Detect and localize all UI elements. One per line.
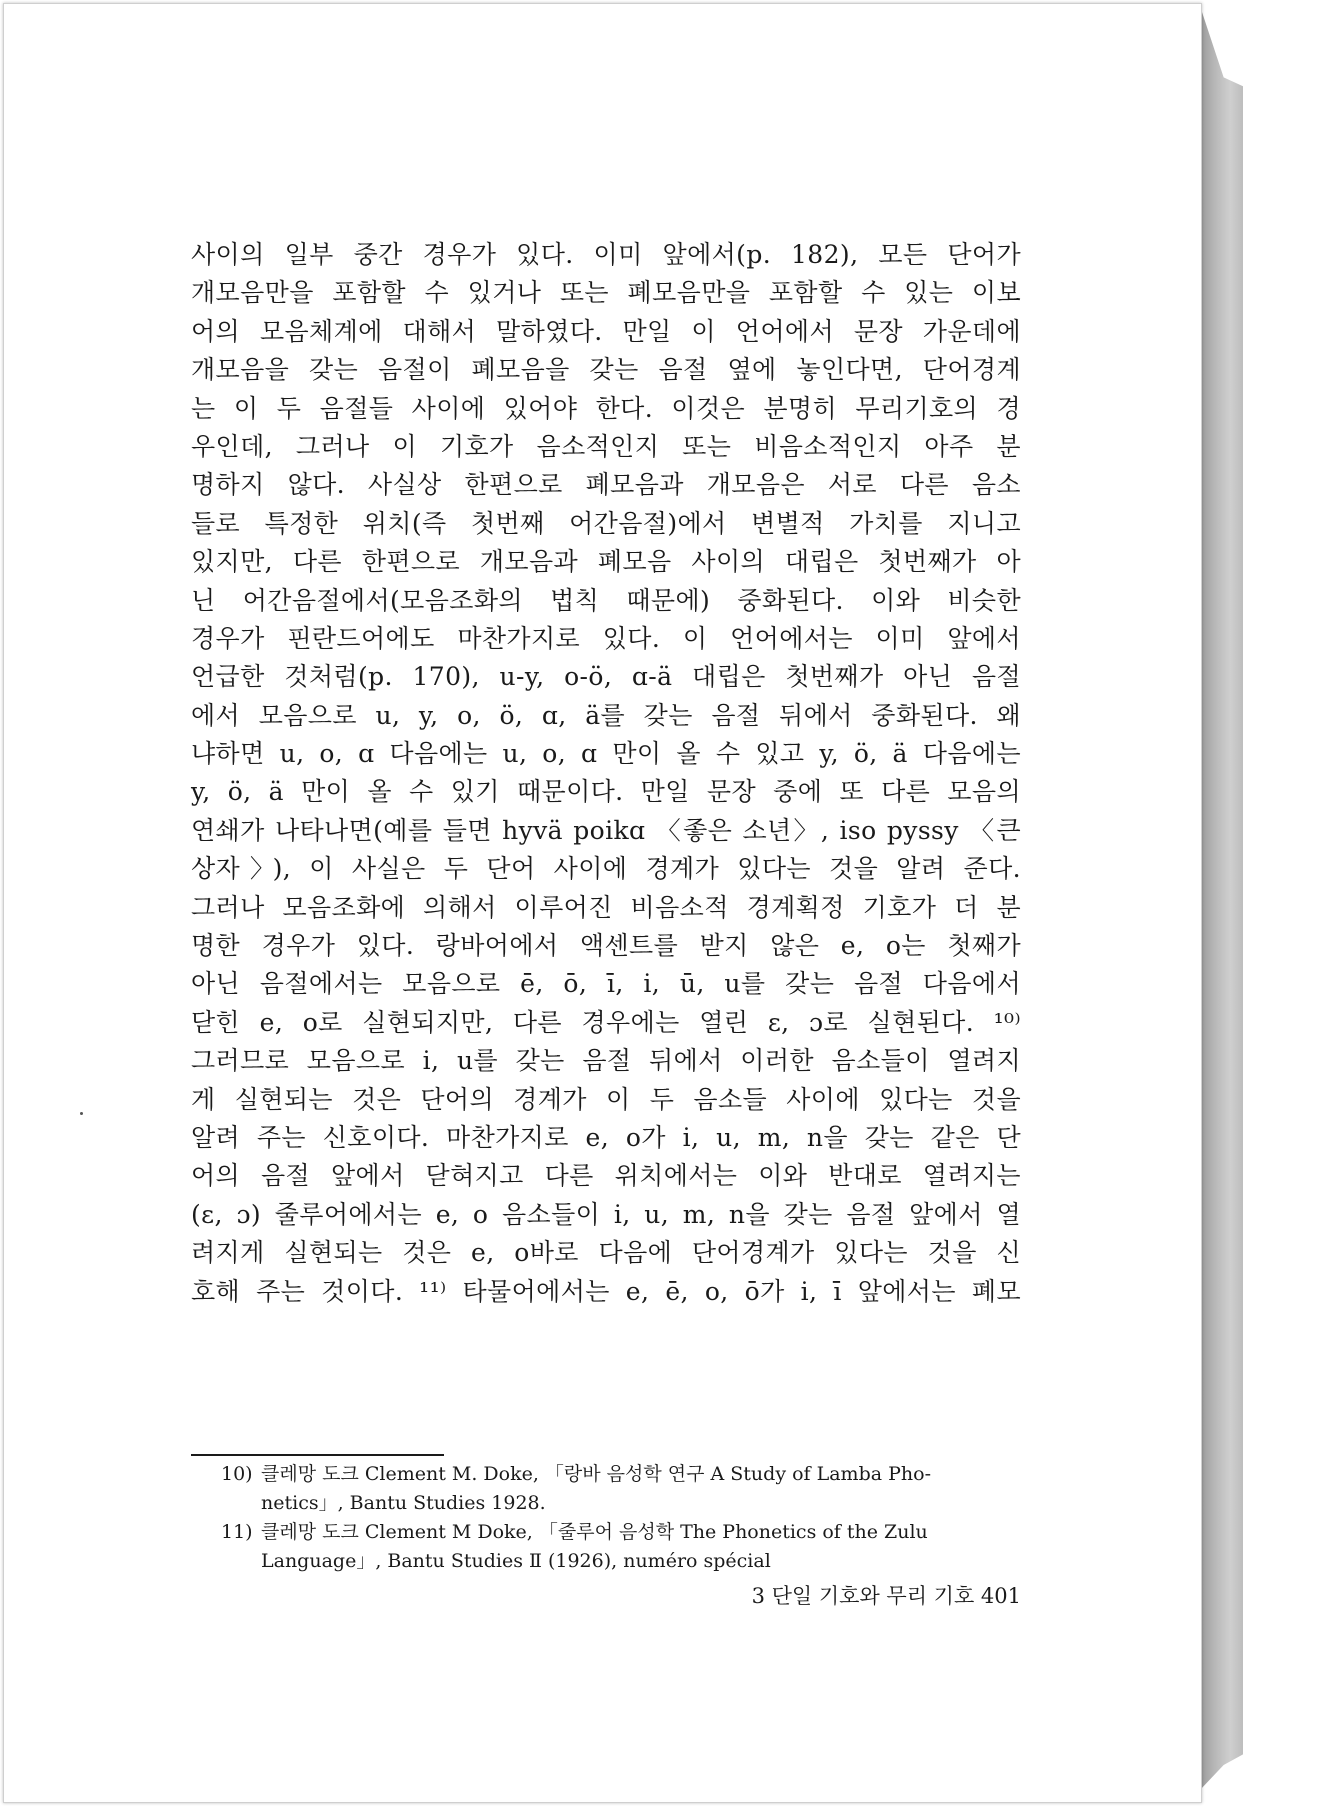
text-line: 는 이 두 음절들 사이에 있어야 한다. 이것은 분명히 무리기호의 경 — [191, 393, 1021, 423]
text-line: 에서 모음으로 u, y, o, ö, ɑ, ä를 갖는 음절 뒤에서 중화된다. 왜 — [191, 700, 1021, 730]
footnotes — [221, 1460, 1021, 1576]
text-line: 개모음만을 포함할 수 있거나 또는 폐모음만을 포함할 수 있는 이보 — [191, 278, 1021, 308]
body-text — [191, 236, 1021, 1311]
text-line: 연쇄가 나타나면(예를 들면 hyvä poikɑ 〈좋은 소년〉, iso pyssy 〈큰 — [191, 815, 1021, 845]
text-line: 아닌 음절에서는 모음으로 ē, ō, ī, i, ū, u를 갖는 음절 다음에서 — [191, 969, 1021, 999]
running-footer: 3 단일 기호와 무리 기호 401 — [751, 1584, 1021, 1608]
text-line: 사이의 일부 중간 경우가 있다. 이미 앞에서(p. 182), 모든 단어가 — [191, 240, 1021, 269]
text-line: y, ö, ä 만이 올 수 있기 때문이다. 만일 문장 중에 또 다른 모음의 — [191, 777, 1021, 807]
text-line: 닌 어간음절에서(모음조화의 법칙 때문에) 중화된다. 이와 비슷한 — [191, 585, 1021, 615]
footnote-text: 클레망 도크 Clement M. Doke, 「랑바 음성학 연구 A Study of Lamba Pho- — [261, 1463, 931, 1485]
text-line: 게 실현되는 것은 단어의 경계가 이 두 음소들 사이에 있다는 것을 — [191, 1084, 1021, 1114]
text-line: 어의 모음체계에 대해서 말하였다. 만일 이 언어에서 문장 가운데에 — [191, 316, 1021, 346]
text-line: (ɛ, ɔ) 줄루어에서는 e, o 음소들이 i, u, m, n을 갖는 음절 앞에서 열 — [191, 1199, 1021, 1229]
text-line: 려지게 실현되는 것은 e, o바로 다음에 단어경계가 있다는 것을 신 — [191, 1238, 1021, 1268]
text-line: 명한 경우가 있다. 랑바어에서 액센트를 받지 않은 e, o는 첫째가 — [191, 931, 1021, 961]
scan-speck — [80, 1112, 83, 1115]
footnote-number: 10) — [221, 1463, 253, 1485]
footnote-rule — [191, 1454, 444, 1456]
footnote-10-cont: netics」, Bantu Studies 1928. — [261, 1492, 546, 1514]
text-line: 상자〉), 이 사실은 두 단어 사이에 경계가 있다는 것을 알려 준다. — [191, 854, 1021, 884]
text-line: 개모음을 갖는 음절이 폐모음을 갖는 음절 옆에 놓인다면, 단어경계 — [191, 355, 1021, 385]
footnote-11 — [221, 1518, 1021, 1547]
text-line: 언급한 것처럼(p. 170), u-y, o-ö, ɑ-ä 대립은 첫번째가 아닌 음절 — [191, 662, 1021, 692]
text-line: 호해 주는 것이다. ¹¹⁾ 타물어에서는 e, ē, o, ō가 i, ī 앞에서는 폐모 — [191, 1276, 1021, 1306]
text-line: 명하지 않다. 사실상 한편으로 폐모음과 개모음은 서로 다른 음소 — [191, 470, 1021, 500]
text-line: 그러므로 모음으로 i, u를 갖는 음절 뒤에서 이러한 음소들이 열려지 — [191, 1046, 1021, 1076]
text-line: 경우가 핀란드어에도 마찬가지로 있다. 이 언어에서는 이미 앞에서 — [191, 623, 1021, 653]
footnote-number: 11) — [221, 1521, 253, 1543]
footnote-10 — [221, 1460, 1021, 1489]
text-line: 닫힌 e, o로 실현되지만, 다른 경우에는 열린 ɛ, ɔ로 실현된다. ¹⁰⁾ — [191, 1007, 1021, 1037]
book-page — [3, 3, 1202, 1803]
text-line: 어의 음절 앞에서 닫혀지고 다른 위치에서는 이와 반대로 열려지는 — [191, 1161, 1021, 1191]
text-line: 알려 주는 신호이다. 마찬가지로 e, o가 i, u, m, n을 갖는 같은 단 — [191, 1122, 1021, 1152]
text-line: 그러나 모음조화에 의해서 이루어진 비음소적 경계획정 기호가 더 분 — [191, 892, 1021, 922]
footnote-11-cont: Language」, Bantu Studies Ⅱ (1926), numéro spécial — [261, 1550, 771, 1572]
text-line: 냐하면 u, o, ɑ 다음에는 u, o, ɑ 만이 올 수 있고 y, ö, ä 다음에는 — [191, 739, 1021, 769]
text-line: 있지만, 다른 한편으로 개모음과 폐모음 사이의 대립은 첫번째가 아 — [191, 547, 1021, 577]
footnote-text: 클레망 도크 Clement M Doke, 「줄루어 음성학 The Phonetics of the Zulu — [261, 1521, 928, 1543]
page-edge-stack — [1200, 6, 1243, 1790]
text-line: 들로 특정한 위치(즉 첫번째 어간음절)에서 변별적 가치를 지니고 — [191, 508, 1021, 538]
text-line: 우인데, 그러나 이 기호가 음소적인지 또는 비음소적인지 아주 분 — [191, 431, 1021, 461]
